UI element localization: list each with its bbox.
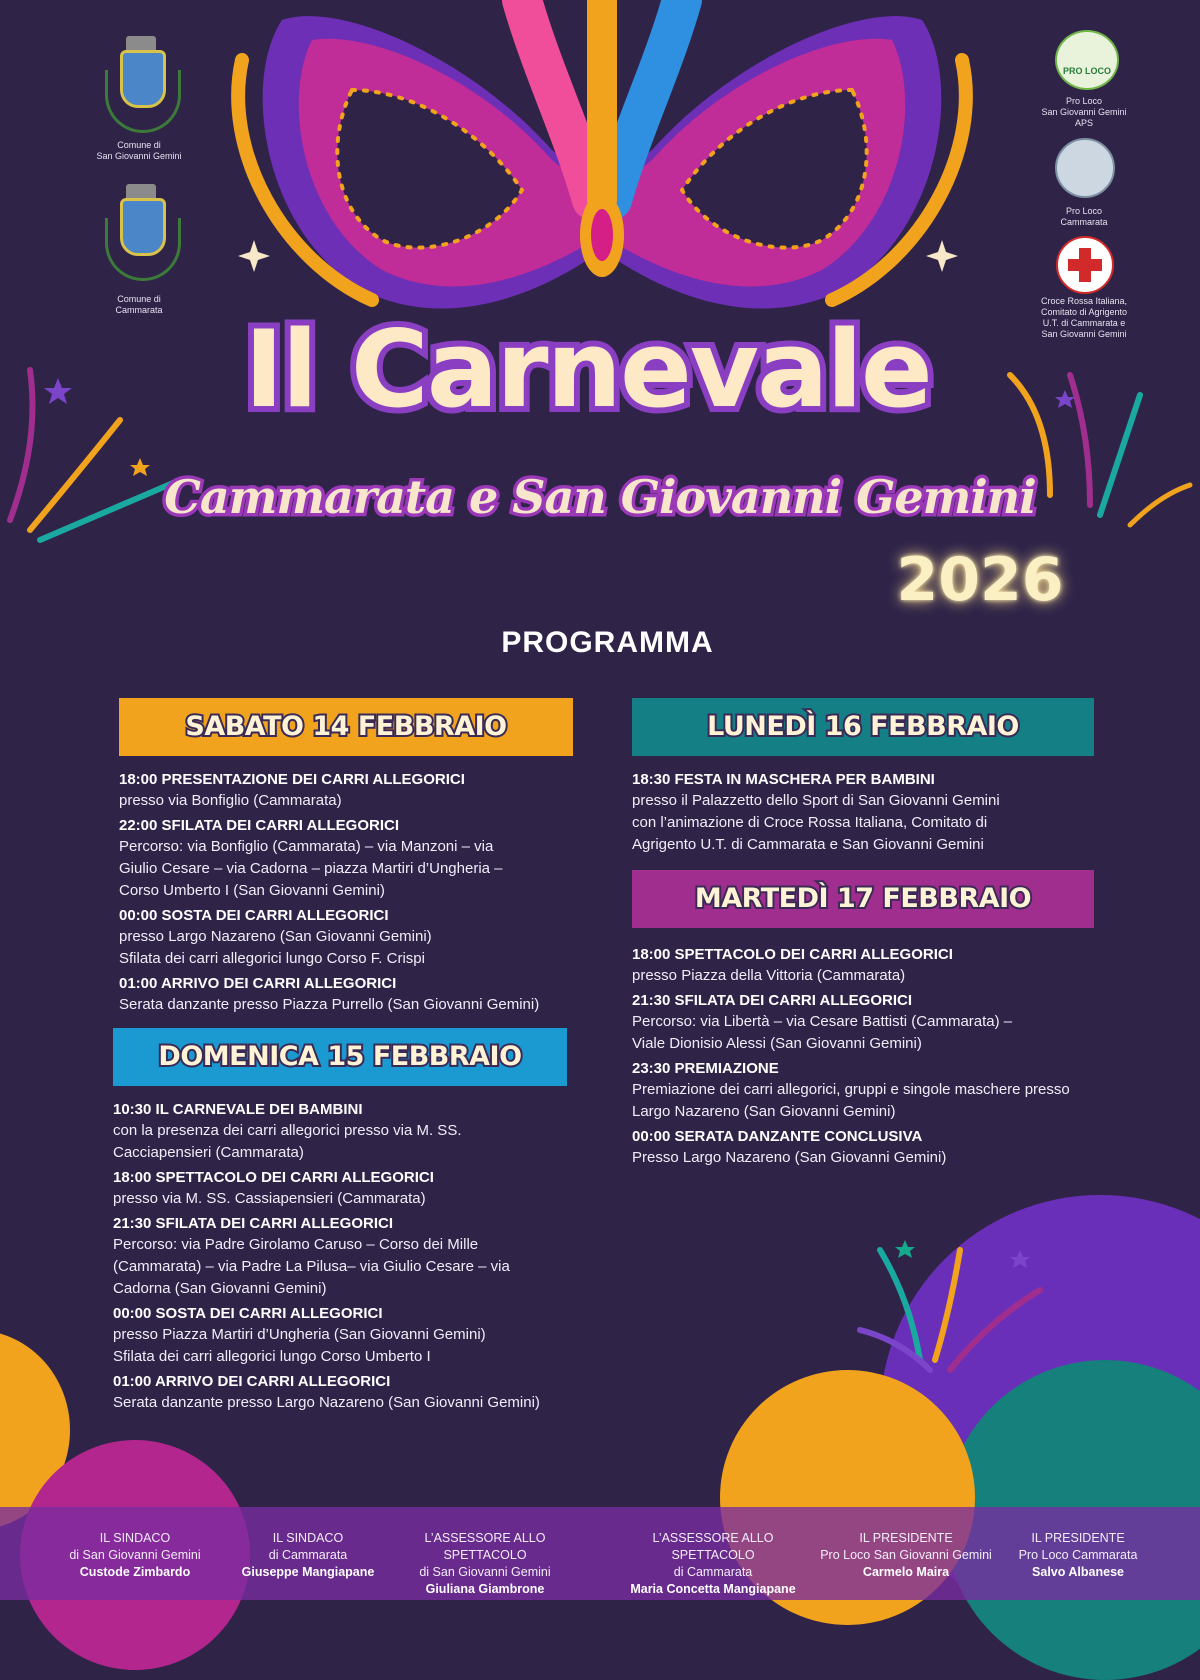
event-desc: con la presenza dei carri allegorici presso via M. SS. Cacciapensieri (Cammarata)	[113, 1122, 462, 1161]
event-item	[632, 945, 1122, 987]
event-desc: presso Piazza Martiri d’Ungheria (San Giovanni Gemini) Sfilata dei carri allegorici lungo Corso Umberto I	[113, 1326, 486, 1365]
day-band-saturday: SABATO 14 FEBBRAIO	[119, 698, 573, 756]
event-time: 01:00 ARRIVO DEI CARRI ALLEGORICI	[113, 1373, 391, 1390]
event-desc: presso Piazza della Vittoria (Cammarata)	[632, 967, 906, 984]
page-subtitle: Cammarata e San Giovanni Gemini	[164, 470, 1036, 524]
logo-caption-pro-loco-sgg: Pro Loco San Giovanni Gemini APS	[1041, 96, 1127, 128]
signature-role: IL PRESIDENTE	[1031, 1531, 1125, 1545]
logo-caption-red-cross: Croce Rossa Italiana, Comitato di Agrigento U.T. di Cammarata e San Giovanni Gemini	[1040, 296, 1128, 339]
event-item	[119, 906, 589, 970]
event-desc: Percorso: via Libertà – via Cesare Battisti (Cammarata) – Viale Dionisio Alessi (San Giovanni Gemini)	[632, 1013, 1013, 1052]
event-time: 00:00 SOSTA DEI CARRI ALLEGORICI	[113, 1305, 383, 1322]
carnival-mask-icon	[222, 0, 982, 330]
events-sunday	[113, 1100, 593, 1418]
signature-mayor-cammarata	[208, 1530, 408, 1581]
event-time: 18:00 PRESENTAZIONE DEI CARRI ALLEGORICI	[119, 771, 465, 788]
pro-loco-logo	[1055, 30, 1119, 90]
page-title: Il Carnevale	[244, 308, 931, 431]
event-time: 22:00 SFILATA DEI CARRI ALLEGORICI	[119, 817, 400, 834]
signature-name: Salvo Albanese	[1032, 1565, 1124, 1579]
day-band-tuesday: MARTEDÌ 17 FEBBRAIO	[632, 870, 1094, 928]
firework-left-icon	[0, 360, 200, 560]
event-time: 21:30 SFILATA DEI CARRI ALLEGORICI	[632, 992, 913, 1009]
event-item	[113, 1214, 593, 1300]
event-desc: Percorso: via Padre Girolamo Caruso – Corso dei Mille (Cammarata) – via Padre La Pilusa– via Giulio Cesare – via Cadorna (San Giovanni Gemini)	[113, 1236, 510, 1297]
event-item	[632, 1127, 1122, 1169]
firework-right-icon	[990, 355, 1200, 555]
event-desc: Premiazione dei carri allegorici, gruppi e singole maschere presso Largo Nazareno (San Giovanni Gemini)	[632, 1081, 1070, 1120]
crest-icon	[120, 198, 166, 256]
signature-president-sgg	[806, 1530, 1006, 1581]
signature-councillor-sgg	[385, 1530, 585, 1598]
day-band-sunday: DOMENICA 15 FEBBRAIO	[113, 1028, 567, 1086]
signature-role: IL PRESIDENTE	[859, 1531, 953, 1545]
event-desc: Serata danzante presso Largo Nazareno (San Giovanni Gemini)	[113, 1394, 540, 1411]
signature-role: L’ASSESSORE ALLO SPETTACOLO	[424, 1531, 546, 1562]
signature-place: di San Giovanni Gemini	[419, 1565, 551, 1579]
event-time: 21:30 SFILATA DEI CARRI ALLEGORICI	[113, 1215, 394, 1232]
signature-name: Giuliana Giambrone	[425, 1582, 545, 1596]
event-item	[113, 1304, 593, 1368]
title-box	[195, 300, 980, 440]
event-item	[632, 991, 1122, 1055]
signature-place: di Cammarata	[268, 1548, 348, 1562]
event-time: 00:00 SERATA DANZANTE CONCLUSIVA	[632, 1128, 923, 1145]
events-saturday	[119, 770, 589, 1020]
logo-caption-cammarata: Comune di Cammarata	[115, 294, 163, 315]
crown-icon	[126, 36, 156, 50]
signature-role: IL SINDACO	[272, 1531, 344, 1545]
event-time: 18:00 SPETTACOLO DEI CARRI ALLEGORICI	[632, 946, 953, 963]
firework-bottom-right-icon	[850, 1230, 1070, 1400]
signature-name: Maria Concetta Mangiapane	[630, 1582, 796, 1596]
event-desc: Serata danzante presso Piazza Purrello (San Giovanni Gemini)	[119, 996, 540, 1013]
event-time: 18:30 FESTA IN MASCHERA PER BAMBINI	[632, 771, 935, 788]
signature-place: Pro Loco Cammarata	[1018, 1548, 1138, 1562]
pro-loco-logo-text: PRO LOCO	[1062, 66, 1111, 76]
red-cross-logo	[1056, 236, 1114, 294]
event-desc: presso il Palazzetto dello Sport di San Giovanni Gemini con l’animazione di Croce Rossa Italiana, Comitato di Agrigento U.T. di Cammarata e San Giovanni Gemini	[632, 792, 1000, 853]
event-desc: Presso Largo Nazareno (San Giovanni Gemini)	[632, 1149, 947, 1166]
event-time: 01:00 ARRIVO DEI CARRI ALLEGORICI	[119, 975, 397, 992]
event-desc: presso via M. SS. Cassiapensieri (Cammarata)	[113, 1190, 426, 1207]
event-item	[119, 816, 589, 902]
signature-place: di San Giovanni Gemini	[69, 1548, 201, 1562]
logo-caption-san-giovanni: Comune di San Giovanni Gemini	[96, 140, 182, 161]
event-time: 10:30 IL CARNEVALE DEI BAMBINI	[113, 1101, 363, 1118]
signature-name: Giuseppe Mangiapane	[241, 1565, 375, 1579]
logo-caption-pro-loco-cammarata: Pro Loco Cammarata	[1060, 206, 1108, 227]
signature-place: Pro Loco San Giovanni Gemini	[820, 1548, 992, 1562]
event-desc: Percorso: via Bonfiglio (Cammarata) – via Manzoni – via Giulio Cesare – via Cadorna – piazza Martiri d’Ungheria – Corso Umberto I (San Giovanni Gemini)	[119, 838, 503, 899]
event-item	[113, 1168, 593, 1210]
event-item	[119, 974, 589, 1016]
event-year: 2026	[896, 545, 1064, 615]
day-band-monday: LUNEDÌ 16 FEBBRAIO	[632, 698, 1094, 756]
event-time: 18:00 SPETTACOLO DEI CARRI ALLEGORICI	[113, 1169, 434, 1186]
signature-role: IL SINDACO	[99, 1531, 171, 1545]
event-item	[632, 1059, 1122, 1123]
signature-role: L’ASSESSORE ALLO SPETTACOLO	[652, 1531, 774, 1562]
event-item	[119, 770, 589, 812]
signature-councillor-cammarata	[613, 1530, 813, 1598]
crown-icon	[126, 184, 156, 198]
crest-icon	[120, 50, 166, 108]
events-tuesday	[632, 945, 1122, 1173]
section-heading: PROGRAMMA	[501, 626, 714, 659]
event-time: 23:30 PREMIAZIONE	[632, 1060, 779, 1077]
signature-president-cammarata	[978, 1530, 1178, 1581]
signature-mayor-sgg	[35, 1530, 235, 1581]
event-item	[113, 1100, 593, 1164]
signature-name: Carmelo Maira	[862, 1565, 950, 1579]
event-item	[632, 770, 1102, 856]
signature-name: Custode Zimbardo	[79, 1565, 191, 1579]
signature-place: di Cammarata	[673, 1565, 753, 1579]
event-desc: presso Largo Nazareno (San Giovanni Gemini) Sfilata dei carri allegorici lungo Corso F. Crispi	[119, 928, 432, 967]
events-monday	[632, 770, 1102, 860]
red-cross-bar	[1068, 259, 1102, 271]
event-desc: presso via Bonfiglio (Cammarata)	[119, 792, 342, 809]
event-time: 00:00 SOSTA DEI CARRI ALLEGORICI	[119, 907, 389, 924]
pro-loco-cammarata-logo	[1055, 138, 1115, 198]
event-item	[113, 1372, 593, 1414]
